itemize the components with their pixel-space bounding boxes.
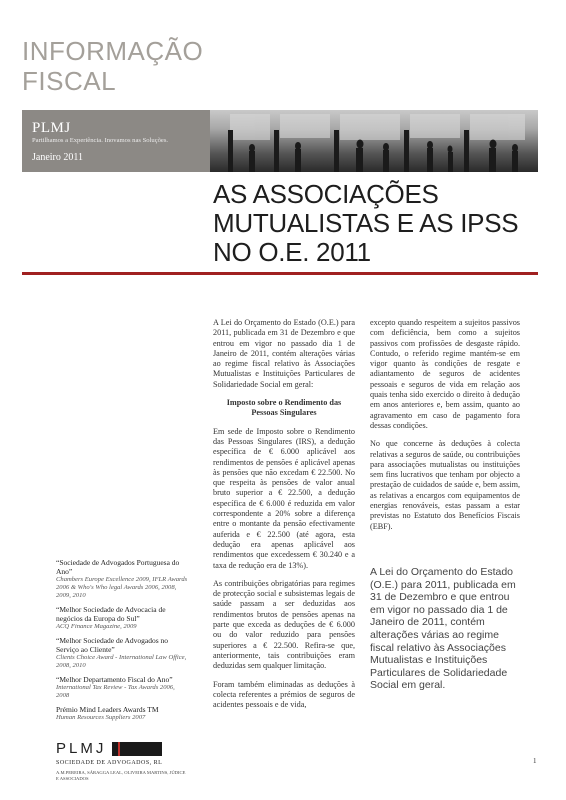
logo-partners: A.M.PEREIRA, SÁRAGGA LEAL, OLIVEIRA MARTINS, JÚDICE E ASSOCIADOS	[56, 770, 186, 781]
page-number: 1	[533, 757, 537, 765]
award-item	[56, 705, 188, 722]
headline-divider	[22, 272, 538, 275]
award-title: Prémio Mind Leaders Awards TM	[56, 705, 159, 714]
body-paragraph: Em sede de Imposto sobre o Rendimento das Pessoas Singulares (IRS), a dedução específica de € 6.000 aplicável aos rendimentos de pensões é aplicável apenas às pensões que não excedam € 22.500. No que respeita às pensões de valor anual bruto superior a € 22.500, a dedução específica de € 6.000 é reduzida em valor correspondente a 20% sobre a diferença entre o montante da pensão efectivamente auferida e € 22.500 (até agora, esta dedução era apenas aplicável aos rendimentos que excedessem € 30.240 e a taxa de redução era de 13%).	[213, 426, 355, 570]
award-title: “Melhor Departamento Fiscal do Ano”	[56, 675, 173, 684]
logo-bar-icon	[112, 742, 162, 756]
award-item	[56, 558, 188, 600]
pull-quote: A Lei do Orçamento do Estado (O.E.) para 2011, publicada em 31 de Dezembro e que entrou em vigor no passado dia 1 de Janeiro de 2011, contém alterações várias ao regime fiscal relativo às Associações Mutualistas e Instituições Particulares de Solidariedade Social em geral.	[370, 566, 516, 692]
brand-name: PLMJ	[32, 120, 71, 136]
header-photo	[210, 110, 538, 172]
firm-logo	[56, 740, 186, 781]
title-line-1: INFORMAÇÃO	[22, 36, 204, 66]
award-source: Human Resources Suppliers 2007	[56, 714, 146, 721]
band-brand-panel	[22, 110, 210, 172]
body-paragraph: A Lei do Orçamento do Estado (O.E.) para 2011, publicada em 31 de Dezembro e que entrou em vigor no passado dia 1 de Janeiro de 2011, contém alterações várias ao regime fiscal relativo às Associações Mutualistas e Instituições Particulares de Solidariedade Social em geral:	[213, 318, 355, 389]
award-source: Clients Choice Award - International Law Office, 2008, 2010	[56, 654, 187, 669]
award-source: ACQ Finance Magazine, 2009	[56, 623, 137, 630]
awards-list	[56, 558, 188, 727]
award-source: International Tax Review - Tax Awards 2006, 2008	[56, 684, 175, 699]
logo-subtitle: SOCIEDADE DE ADVOGADOS, RL	[56, 760, 163, 766]
issue-date: Janeiro 2011	[32, 152, 84, 163]
award-title: “Sociedade de Advogados Portuguesa do Ano”	[56, 558, 180, 576]
logo-mark	[56, 740, 186, 757]
headline-line-3: NO O.E. 2011	[213, 237, 371, 267]
body-column-2	[370, 318, 520, 540]
award-source: Chambers Europe Excellence 2009, IFLR Awards 2006 & Who's Who legal Awards 2006, 2008, 2009, 2010	[56, 576, 188, 599]
section-subheading: Imposto sobre o Rendimento das Pessoas Singulares	[226, 398, 342, 418]
headline-line-2: MUTUALISTAS E AS IPSS	[213, 208, 519, 238]
headline-line-1: AS ASSOCIAÇÕES	[213, 179, 439, 209]
article-headline	[213, 180, 543, 267]
award-title: “Melhor Sociedade de Advocacia de negócios da Europa do Sul”	[56, 605, 166, 623]
award-item	[56, 605, 188, 631]
award-item	[56, 636, 188, 670]
document-title	[22, 36, 282, 96]
brand-tagline: Partilhamos a Experiência. Inovamos nas Soluções.	[32, 137, 169, 144]
title-line-2: FISCAL	[22, 66, 117, 96]
crowd-photo-image	[210, 110, 538, 172]
body-paragraph: As contribuições obrigatórias para regimes de protecção social e subsistemas legais de saúde passam a ser deduzidas aos rendimentos brutos de pensões apenas na parte que exceda as deduções de € 6.000 ou do valor reduzido para pensões superiores a € 22.500. Refira-se que, anteriormente, tais contribuições eram deduzidas sem qualquer limitação.	[213, 578, 355, 671]
body-paragraph: excepto quando respeitem a sujeitos passivos com deficiência, bem como a sujeitos passivos com profissões de desgaste rápido. Contudo, o referido regime mantém-se em vigor quanto às condições de resgate e adiantamento de seguros de acidentes pessoais e seguros de vida em relação aos quais tenha sido exercido o direito à dedução em anos anteriores e, bem assim, quanto ao agravamento em caso de pagamento fora dessas condições.	[370, 318, 520, 430]
body-column-1	[213, 318, 355, 718]
logo-wordmark: PLMJ	[56, 740, 107, 757]
header-band	[22, 110, 538, 172]
body-paragraph: Foram também eliminadas as deduções à colecta referentes a prémios de seguros de acidentes pessoais e de vida,	[213, 679, 355, 710]
award-item	[56, 675, 188, 700]
award-title: “Melhor Sociedade de Advogados no Serviço ao Cliente”	[56, 636, 169, 654]
body-paragraph: No que concerne às deduções à colecta relativas a seguros de saúde, ou contribuições para associações mutualistas ou instituições sem fins lucrativos que tenham por objecto a prestação de cuidados de saúde e, bem assim, as relativas a encargos com equipamentos de energias renováveis, estas passam a estar previstas no Estatuto dos Benefícios Fiscais (EBF).	[370, 439, 520, 531]
